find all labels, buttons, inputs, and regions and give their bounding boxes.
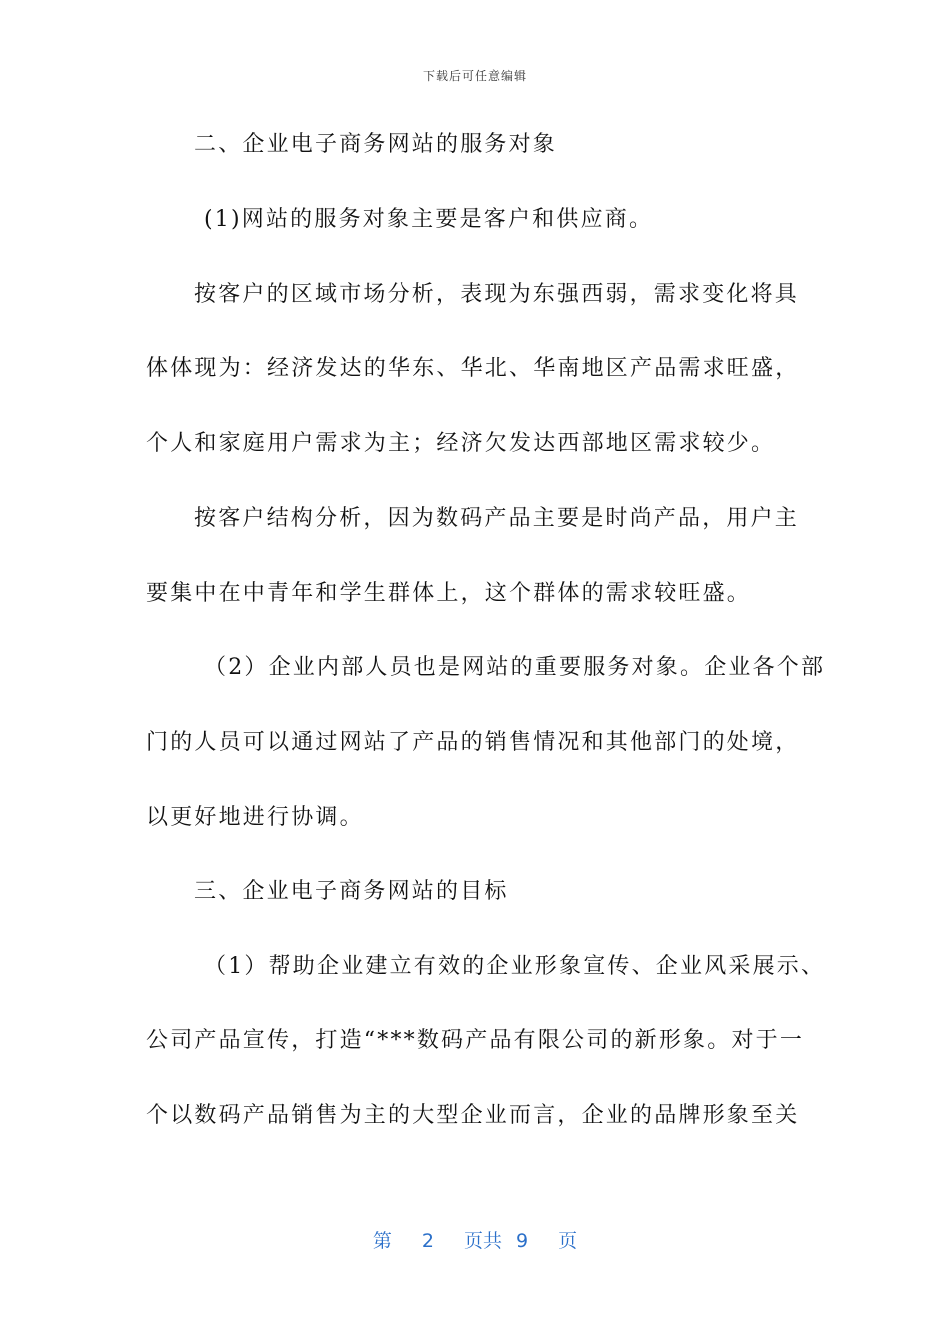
paragraph-line: 以更好地进行协调。 — [146, 805, 364, 830]
paragraph-line: 按客户结构分析，因为数码产品主要是时尚产品，用户主 — [194, 506, 800, 531]
footer-page-word: 第 — [372, 1230, 392, 1252]
footer-page-number: 2 — [421, 1230, 434, 1252]
footer-total-pages: 9 — [516, 1230, 529, 1252]
paragraph-line: 公司产品宣传，打造“***数码产品有限公司的新形象。对于一 — [146, 1028, 805, 1053]
paragraph-line: (1)网站的服务对象主要是客户和供应商。 — [204, 207, 654, 232]
paragraph-line: 个以数码产品销售为主的大型企业而言，企业的品牌形象至关 — [146, 1103, 800, 1128]
page-footer — [0, 1226, 950, 1253]
paragraph-line: 要集中在中青年和学生群体上，这个群体的需求较旺盛。 — [146, 581, 752, 606]
footer-page-suffix: 页共 — [463, 1230, 502, 1252]
section-heading-3: 三、企业电子商务网站的目标 — [194, 879, 509, 904]
section-heading-2: 二、企业电子商务网站的服务对象 — [194, 132, 558, 157]
paragraph-line: （1）帮助企业建立有效的企业形象宣传、企业风采展示、 — [204, 954, 826, 979]
paragraph-line: 体体现为：经济发达的华东、华北、华南地区产品需求旺盛， — [146, 356, 800, 381]
paragraph-line: 门的人员可以通过网站了产品的销售情况和其他部门的处境， — [146, 730, 800, 755]
paragraph-line: 按客户的区域市场分析，表现为东强西弱，需求变化将具 — [194, 282, 800, 307]
header-note: 下载后可任意编辑 — [422, 69, 527, 83]
paragraph-line: （2）企业内部人员也是网站的重要服务对象。企业各个部 — [204, 655, 826, 680]
paragraph-line: 个人和家庭用户需求为主；经济欠发达西部地区需求较少。 — [146, 431, 776, 456]
footer-total-suffix: 页 — [558, 1230, 578, 1252]
